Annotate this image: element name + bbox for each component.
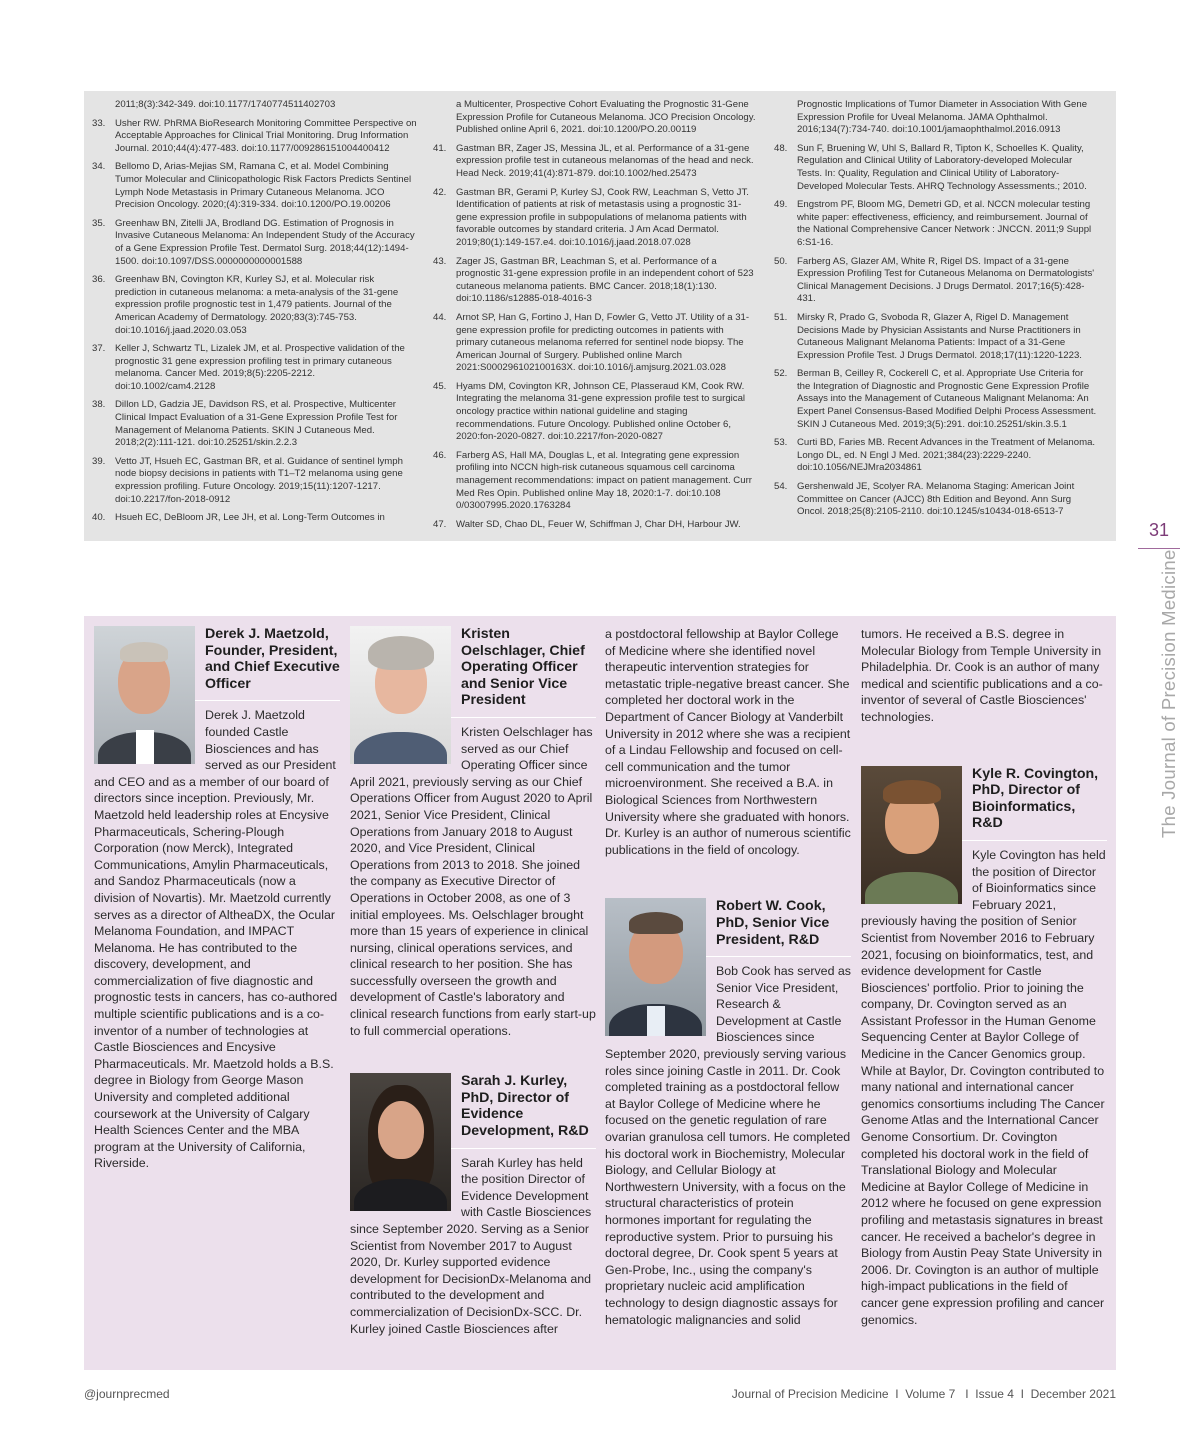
bio-cook [605,898,851,1328]
reference-number: 38. [92,399,106,411]
footer-citation: Journal of Precision Medicine I Volume 7 I Issue 4 I December 2021 [731,1387,1116,1401]
reference-number: 53. [774,437,788,449]
bio-name-covington: Kyle R. Covington, PhD, Director of Bioinformatics, R&D [861,766,1107,841]
reference-text: Usher RW. PhRMA BioResearch Monitoring Committee Perspective on Acceptable Approaches for Clinical Trial Monitoring. Drug Information Journal. 2010;44(4):477-483. doi:10.1177/009286151004400412 [115,117,417,154]
bio-text-covington: Kyle Covington has held the position of Director of Bioinformatics since February 2021, previously having the position of Senior Scientist from November 2016 to February 2021, focusing on bioinformatics, test, and evidence development for Castle Biosciences' portfolio. Prior to joining the company, Dr. Covington served as an Assistant Professor in the Human Genome Sequencing Center at Baylor College of Medicine in the Cancer Genomics group. While at Baylor, Dr. Covington contributed to many national and international cancer genomics consortiums including The Cancer Genome Atlas and the International Cancer Genome Consortium. Dr. Covington completed his doctoral work in the field of Translational Biology and Molecular Medicine at Baylor College of Medicine in 2012 where he focused on gene expression profiling and metastasis signatures in breast cancer. He received a bachelor's degree in Biology from Austin Peay State University in 2006. Dr. Covington is an author of multiple high-impact publications in the field of cancer gene expression profiling and cancer genomics. [861,847,1106,1327]
reference-text: Greenhaw BN, Covington KR, Kurley SJ, et al. Molecular risk prediction in cutaneous melanoma: a meta-analysis of the 31-gene expression profile prognostic test in 1,479 patients. Journal of the American Academy of Dermatology. 2020;83(3):745-753. doi:10.1016/j.jaad.2020.03.053 [115,274,399,336]
footer-handle: @journprecmed [84,1387,170,1401]
reference-item [774,437,1099,475]
reference-number: 40. [92,512,106,524]
bio-text-oelschlager: Kristen Oelschlager has served as our Chief Operating Officer since April 2021, previously serving as our Chief Operations Officer from August 2020 to April 2021, Senior Vice President, Clinical Operations from January 2018 to August 2020, and Vice President, Clinical Operations from 2013 to 2018. She joined the company as Executive Director of Operations in October 2008, as one of 3 initial employees. Ms. Oelschlager brought more than 15 years of experience in clinical nursing, clinical operations services, and clinical research to her position. She has successfully overseen the growth and development of Castle's laboratory and clinical research functions from early start-up to full commercial operations. [350,724,596,1038]
reference-item [774,312,1099,362]
reference-item [92,399,417,449]
reference-item [774,481,1099,519]
bio-oelschlager [350,626,596,1039]
reference-item [92,161,417,211]
reference-number: 54. [774,481,788,493]
reference-number: 50. [774,255,788,267]
bio-text-cook-continued: tumors. He received a B.S. degree in Molecular Biology from Temple University in Philadelphia. Dr. Cook is an author of many medical and scientific publications and a co-inventor of several of Castle Biosciences' technologies. [861,627,1103,724]
reference-text: Gershenwald JE, Scolyer RA. Melanoma Staging: American Joint Committee on Cancer (AJCC) 8th Edition and Beyond. Ann Surg Oncol. 2018;25(8):2105-2110. doi:10.1245/s10434-018-6513-7 [797,481,1075,518]
reference-number: 45. [433,380,447,392]
reference-item [433,312,758,375]
reference-number: 47. [433,518,447,530]
reference-number: 42. [433,186,447,198]
portrait-covington [861,766,962,904]
bios-panel [84,616,1116,1370]
reference-text: a Multicenter, Prospective Cohort Evaluating the Prognostic 31-Gene Expression Profile for Cutaneous Melanoma. JCO Precision Oncology. Published online April 6, 2021. doi:10.1200/PO.20.00119 [456,99,756,136]
reference-number: 48. [774,142,788,154]
reference-text: Hsueh EC, DeBloom JR, Lee JH, et al. Long-Term Outcomes in [115,512,385,524]
reference-text: Prognostic Implications of Tumor Diameter in Association With Gene Expression Profile for Uveal Melanoma. JAMA Ophthalmol. 2016;134(7):734-740. doi:10.1001/jamaophthalmol.2016.0913 [797,99,1088,136]
reference-item [433,381,758,444]
reference-item [433,256,758,306]
reference-number: 35. [92,217,106,229]
reference-text: Zager JS, Gastman BR, Leachman S, et al. Performance of a prognostic 31-gene expression profile in an independent cohort of 523 cutaneous melanoma patients. BMC Cancer. 2018;18(1):130. doi:10.1186/s12885-018-4016-3 [456,255,754,305]
reference-item [92,512,417,525]
reference-text: Gastman BR, Zager JS, Messina JL, et al. Performance of a 31-gene expression profile test in cutaneous melanomas of the head and neck. Head Neck. 2019;41(4):871-879. doi:10.1002/hed.25473 [456,142,754,179]
reference-text: Sun F, Bruening W, Uhl S, Ballard R, Tipton K, Schoelles K. Quality, Regulation and Clinical Utility of Laboratory-developed Molecular Tests. In: Quality, Regulation and Clinical Utility of Laboratory-Developed Molecular Tests. AHRQ Technology Assessments.; 2010. [797,142,1087,192]
reference-item [433,187,758,250]
reference-number: 33. [92,117,106,129]
portrait-maetzold [94,626,195,764]
bio-name-cook: Robert W. Cook, PhD, Senior Vice President, R&D [605,898,851,957]
reference-text: Farberg AS, Hall MA, Douglas L, et al. Integrating gene expression profiling into NCCN high-risk cutaneous squamous cell carcinoma management recommendations: impact on patient management. Curr Med Res Opin. Published online May 18, 2020:1-7. doi:10.108 0/03007995.2020.1763284 [456,449,752,512]
bio-covington [861,766,1107,1329]
reference-item [433,143,758,181]
bio-name-oelschlager: Kristen Oelschlager, Chief Operating Officer and Senior Vice President [350,626,596,718]
reference-text: Bellomo D, Arias-Mejias SM, Ramana C, et al. Model Combining Tumor Molecular and Clinicopathologic Risk Factors Predicts Sentinel Lymph Node Metastasis in Primary Cutaneous Melanoma. JCO Precision Oncology. 2020;(4):319-334. doi:10.1200/PO.19.00206 [115,161,412,211]
reference-item [92,99,417,112]
reference-number: 34. [92,161,106,173]
reference-item [433,519,758,532]
references-column-3 [774,99,1099,525]
reference-text: 2011;8(3):342-349. doi:10.1177/1740774511402703 [115,99,336,110]
bio-name-kurley: Sarah J. Kurley, PhD, Director of Evidence Development, R&D [350,1073,596,1148]
reference-item [92,456,417,506]
bio-text-cook: Bob Cook has served as Senior Vice President, Research & Development at Castle Biosciences since September 2020, previously serving various roles since joining Castle in 2011. Dr. Cook completed training as a postdoctoral fellow at Baylor College of Medicine where he focused on the genetic regulation of rare ovarian granulosa cell tumors. He completed his doctoral work in Biochemistry, Molecular Biology, and Cellular Biology at Northwestern University, with a focus on the structural characteristics of protein hormones important for regulating the reproductive system. Prior to pursuing his doctoral degree, Dr. Cook spent 5 years at Gen-Probe, Inc., using the company's proprietary nucleic acid amplification technology to design diagnostic assays for hematologic malignancies and solid [605,964,851,1327]
reference-text: Vetto JT, Hsueh EC, Gastman BR, et al. Guidance of sentinel lymph node biopsy decisions in patients with T1–T2 melanoma using gene expression profiling. Future Oncology. 2019;15(11):1207-1217. doi:10.2217/fon-2018-0912 [115,455,403,505]
reference-number: 52. [774,368,788,380]
bio-column-2 [350,626,596,1337]
reference-item [433,99,758,137]
reference-text: Dillon LD, Gadzia JE, Davidson RS, et al. Prospective, Multicenter Clinical Impact Evaluation of a 31-Gene Expression Profile Test for Management of Melanoma Patients. SKIN J Cutaneous Med. 2018;2(2):111-121. doi:10.25251/skin.2.2.3 [115,399,398,449]
bio-text-maetzold: Derek J. Maetzold founded Castle Biosciences and has served as our President and CEO and as a member of our board of directors since inception. Previously, Mr. Maetzold held leadership roles at Encysive Pharmaceuticals, Schering-Plough Corporation (now Merck), Integrated Communications, Amylin Pharmaceuticals, and Sandoz Pharmaceuticals (now a division of Novartis). Mr. Maetzold currently serves as a director of AltheaDX, the Ocular Melanoma Foundation, and IMPACT Melanoma. He has contributed to the discovery, development, and commercialization of five diagnostic and prognostic tests in cancers, has co-authored multiple scientific publications and is a co-inventor of a number of technologies at Castle Biosciences and Encysive Pharmaceuticals. Mr. Maetzold holds a B.S. degree in Biology from George Mason University and completed additional coursework at the University of Calgary Health Sciences Center and the MBA program at the University of California, Riverside. [94,708,338,1171]
reference-number: 51. [774,311,788,323]
portrait-oelschlager [350,626,451,764]
bio-maetzold [94,626,340,1172]
reference-item [433,450,758,513]
bio-column-3 [605,626,851,1328]
reference-number: 41. [433,142,447,154]
references-column-1 [92,99,417,531]
reference-text: Walter SD, Chao DL, Feuer W, Schiffman J, Char DH, Harbour JW. [456,518,741,530]
reference-text: Engstrom PF, Bloom MG, Demetri GD, et al. NCCN molecular testing white paper: effectiveness, efficiency, and reimbursement. Journal of the National Comprehensive Cancer Network : JNCCN. 2011;9 Suppl 6:S1-16. [797,199,1092,248]
reference-number: 39. [92,455,106,467]
reference-item [774,256,1099,306]
reference-text: Mirsky R, Prado G, Svoboda R, Glazer A, Rigel D. Management Decisions Made by Physician Assistants and Nurse Practitioners in Cutaneous Malignant Melanoma Patients: Impact of a 31-Gene Expression Profile Test. J Drugs Dermatol. 2018;17(11):1220-1223. [797,311,1082,361]
reference-item [92,118,417,156]
bio-kurley [350,1073,596,1337]
bio-name-maetzold: Derek J. Maetzold, Founder, President, and Chief Executive Officer [94,626,340,701]
reference-text: Farberg AS, Glazer AM, White R, Rigel DS. Impact of a 31-gene Expression Profiling Test for Cutaneous Melanoma on Dermatologists' Clinical Management Decisions. J Drugs Dermatol. 2017;16(5):428-431. [797,255,1095,305]
reference-item [92,343,417,393]
reference-item [774,143,1099,193]
reference-number: 37. [92,343,106,355]
reference-item [774,199,1099,249]
references-column-2 [433,99,758,537]
references-panel [84,91,1116,541]
reference-text: Greenhaw BN, Zitelli JA, Brodland DG. Estimation of Prognosis in Invasive Cutaneous Melanoma: An Independent Study of the Accuracy of a Gene Expression Profile Test. Dermatol Surg. 2018;44(12):1494-1500. doi:10.1097/DSS.0000000000001588 [115,217,415,267]
reference-text: Arnot SP, Han G, Fortino J, Han D, Fowler G, Vetto JT. Utility of a 31-gene expression profile for predicting outcomes in patients with primary cutaneous melanoma referred for sentinel node biopsy. The American Journal of Surgery. Published online March 2021:S000296102100163X. doi:10.1016/j.amjsurg.2021.03.028 [456,311,750,374]
reference-number: 43. [433,255,447,267]
reference-item [92,218,417,268]
reference-text: Curti BD, Faries MB. Recent Advances in the Treatment of Melanoma. Longo DL, ed. N Engl J Med. 2021;384(23):2229-2240. doi:10.1056/NEJMra2034861 [797,437,1096,474]
reference-item [774,99,1099,137]
portrait-cook [605,898,706,1036]
reference-text: Berman B, Ceilley R, Cockerell C, et al. Appropriate Use Criteria for the Integration of Diagnostic and Prognostic Gene Expression Profile Assays into the Management of Cutaneous Malignant Melanoma: An Expert Panel Consensus-Based Modified Delphi Process Assessment. SKIN J Cutaneous Med. 2019;3(5):291. doi:10.25251/skin.3.5.1 [797,368,1097,430]
reference-number: 49. [774,199,788,211]
bio-text-kurley: Sarah Kurley has held the position Director of Evidence Development with Castle Biosciences since September 2020. Serving as a Senior Scientist from November 2017 to August 2020, Dr. Kurley supported evidence development for DecisionDx-Melanoma and contributed to the development and commercialization of DecisionDx-SCC. Dr. Kurley joined Castle Biosciences after [350,1155,592,1336]
reference-number: 46. [433,449,447,461]
bio-text-kurley-continued: a postdoctoral fellowship at Baylor College of Medicine where she identified novel therapeutic intervention strategies for metastatic triple-negative breast cancer. She completed her doctoral work in the Department of Cancer Biology at Vanderbilt University in 2012 where she was a recipient of a Lindau Fellowship and focused on cell-cell communication and the tumor microenvironment. She received a B.A. in Biological Sciences from Northwestern University where she graduated with honors. Dr. Kurley is an author of numerous scientific publications in the field of oncology. [605,627,851,857]
journal-vertical-title: The Journal of Precision Medicine [1158,549,1179,838]
reference-number: 44. [433,311,447,323]
reference-item [92,274,417,337]
reference-number: 36. [92,274,106,286]
bio-column-4 [861,626,1107,1328]
reference-text: Gastman BR, Gerami P, Kurley SJ, Cook RW, Leachman S, Vetto JT. Identification of patients at risk of metastasis using a prognostic 31-gene expression profile in subpopulations of melanoma patients with favorable outcomes by standard criteria. J Am Acad Dermatol. 2019;80(1):149-157.e4. doi:10.1016/j.jaad.2018.07.028 [456,186,749,248]
portrait-kurley [350,1073,451,1211]
reference-text: Keller J, Schwartz TL, Lizalek JM, et al. Prospective validation of the prognostic 31 gene expression profiling test in primary cutaneous melanoma. Cancer Med. 2019;8(5):2205-2212. doi:10.1002/cam4.2128 [115,343,405,392]
reference-text: Hyams DM, Covington KR, Johnson CE, Plasseraud KM, Cook RW. Integrating the melanoma 31-gene expression profile test to surgical oncology practice within national guideline and staging recommendations. Future Oncology. Published online October 6, 2020:fon-2020-0827. doi:10.2217/fon-2020-0827 [456,380,746,443]
page-number: 31 [1148,520,1170,540]
reference-item [774,368,1099,431]
